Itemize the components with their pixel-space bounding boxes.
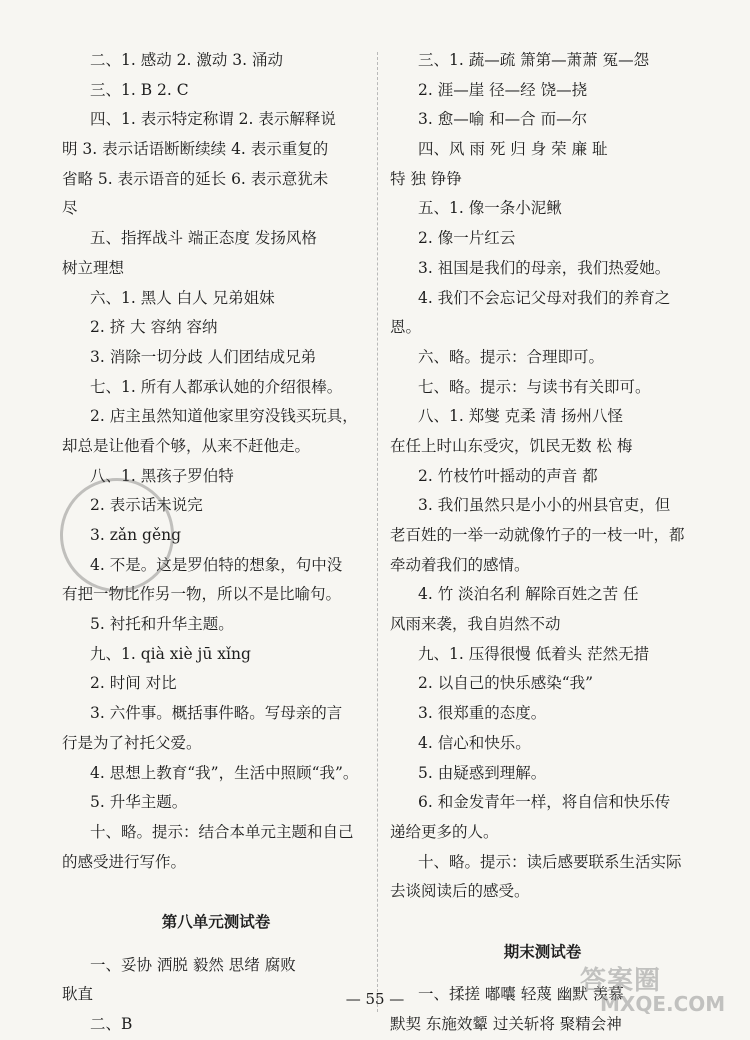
answer-line: 一、妥协 洒脱 毅然 思绪 腐败 [90,955,296,974]
answer-line: 5. 衬托和升华主题。 [90,615,234,634]
answer-line: 明 3. 表示话语断断续续 4. 表示重复的 [62,140,329,159]
answer-line: 七、略。提示：与读书有关即可。 [418,377,651,396]
answer-line: 3. 六件事。概括事件略。写母亲的言 [90,704,343,723]
answer-line: 3. 很郑重的态度。 [418,704,547,723]
answer-line: 4. 信心和快乐。 [418,733,531,752]
answer-line: 五、1. 像一条小泥鳅 [418,199,562,218]
column-divider [377,52,378,1012]
answer-line: 3. 我们虽然只是小小的州县官吏，但 [418,496,671,515]
answer-line: 2. 时间 对比 [90,674,177,693]
answer-line: 2. 店主虽然知道他家里穷没钱买玩具， [90,407,358,426]
answer-line: 3. 消除一切分歧 人们团结成兄弟 [90,347,317,366]
answer-line: 八、1. 黑孩子罗伯特 [90,466,234,485]
answer-line: 八、1. 郑燮 克柔 清 扬州八怪 [418,407,623,426]
answer-line: 2. 以自己的快乐感染“我” [418,674,594,693]
answer-line: 在任上时山东受灾，饥民无数 松 梅 [390,436,633,455]
answer-line: 四、1. 表示特定称谓 2. 表示解释说 [90,110,336,129]
answer-line: 6. 和金发青年一样，将自信和快乐传 [418,793,671,812]
answer-line: 省略 5. 表示语音的延长 6. 表示意犹未 [62,169,329,188]
answer-line: 默契 东施效颦 过关斩将 聚精会神 [390,1015,622,1033]
answer-line: 4. 不是。这是罗伯特的想象，句中没 [90,555,343,574]
watermark-logo: 答案圈 [580,966,662,996]
answer-line: 3. 愈—喻 和—合 而—尔 [418,110,588,129]
answer-line: 九、1. qià xiè jū xǐng [90,644,251,663]
answer-line: 3. 祖国是我们的母亲，我们热爱她。 [418,258,671,277]
right-column [390,46,695,1040]
answer-line: 4. 竹 淡泊名利 解除百姓之苦 任 [418,585,639,604]
section-title: 第八单元测试卷 [161,911,271,931]
answer-line: 4. 思想上教育“我”，生活中照顾“我”。 [90,763,359,782]
answer-line: 五、指挥战斗 端正态度 发扬风格 [90,229,317,248]
answer-line: 六、1. 黑人 白人 兄弟姐妹 [90,288,275,307]
answer-line: 七、1. 所有人都承认她的介绍很棒。 [90,377,343,396]
answer-line: 六、略。提示：合理即可。 [418,347,605,366]
answer-line: 九、1. 压得很慢 低着头 茫然无措 [418,644,650,663]
answer-line: 3. zǎn gěng [90,526,182,544]
answer-line: 的感受进行写作。 [62,852,187,871]
answer-line: 树立理想 [62,258,125,277]
answer-line: 耿直 [62,985,94,1004]
answer-line: 牵动着我们的感情。 [390,555,530,574]
answer-line: 2. 竹枝竹叶摇动的声音 都 [418,466,598,485]
answer-line: 四、风 雨 死 归 身 荣 廉 耻 [418,140,608,159]
answer-line: 有把一物比作另一物，所以不是比喻句。 [62,585,342,604]
answer-line: 5. 升华主题。 [90,793,188,812]
answer-line: 5. 由疑惑到理解。 [418,763,547,782]
answer-line: 2. 涯—崖 径—经 饶—挠 [418,80,588,99]
answer-line: 老百姓的一举一动就像竹子的一枝一叶，都 [390,526,685,544]
answer-line: 行是为了衬托父爱。 [62,733,202,752]
answer-line: 三、1. B 2. C [90,80,189,99]
answer-line: 十、略。提示：读后感要联系生活实际 [418,852,682,871]
page-number: — 55 — [345,990,405,1008]
answer-line: 特 独 铮铮 [390,169,462,188]
answer-line: 二、B [90,1015,133,1033]
answer-line: 尽 [62,199,78,218]
watermark-url: MXQE.COM [600,992,726,1016]
answer-line: 2. 挤 大 容纳 容纳 [90,318,218,337]
answer-line: 4. 我们不会忘记父母对我们的养育之 [418,288,671,307]
answer-line: 一、揉搓 嘟囔 轻蔑 幽默 羡慕 [418,985,624,1004]
answer-line: 三、1. 蔬—疏 箫第—萧萧 冤—怨 [418,51,650,69]
answer-line: 2. 像一片红云 [418,229,516,248]
answer-line: 递给更多的人。 [390,822,499,841]
answer-line: 十、略。提示：结合本单元主题和自己 [90,822,354,841]
section-title: 期末测试卷 [503,941,582,961]
answer-line: 去谈阅读后的感受。 [390,882,530,901]
answer-line: 2. 表示话未说完 [90,496,203,515]
answer-line: 二、1. 感动 2. 激动 3. 涌动 [90,51,284,69]
answer-line: 恩。 [390,318,422,337]
answer-line: 风雨来袭，我自岿然不动 [390,615,561,634]
answer-line: 却总是让他看个够，从来不赶他走。 [62,436,311,455]
